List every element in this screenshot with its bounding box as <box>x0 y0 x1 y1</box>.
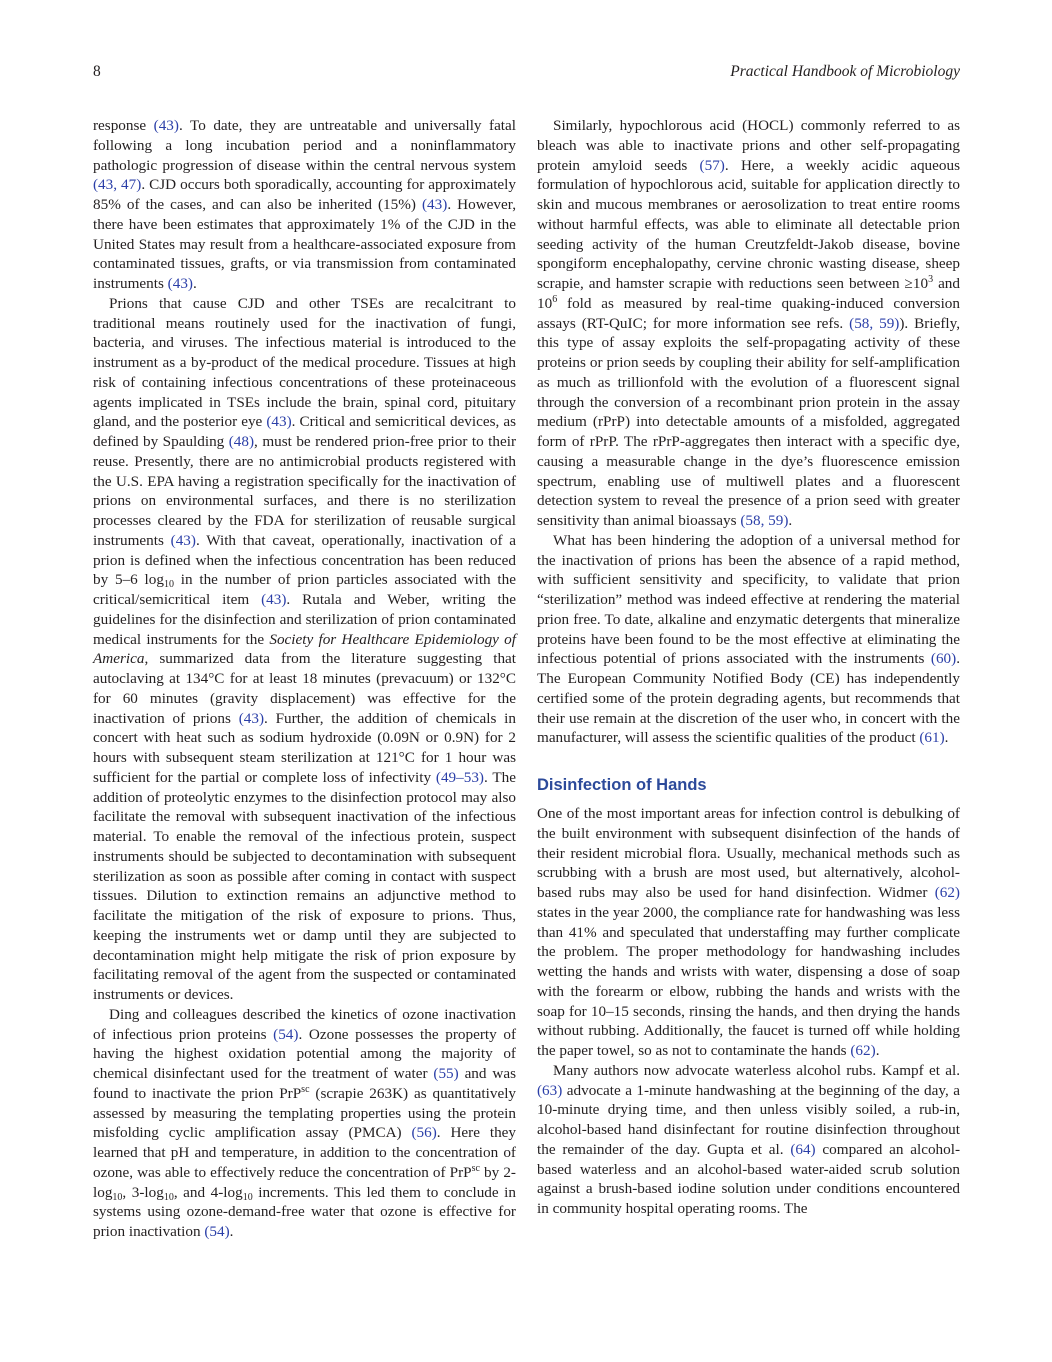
paragraph: Ding and colleagues described the kinetics of ozone inactivation of infectious prion proteins (54). Ozone possesses the property of having the highest oxidation potential among the majority of chemical disinfectant used for the treatment of water (55) and was found to inactivate the prion PrP$^{sc}$ (scrapie 263K) as quantitatively assessed by measuring the templating properties using the protein misfolding cyclic amplification assay (PMCA) (56). Here they learned that pH and temperature, in addition to the concentration of ozone, was able to effectively reduce the concentration of PrP$^{sc}$ by $2-\log_{10}$, $3-\log_{10}$, and $4-\log_{10}$ increments. This led them to conclude in systems using ozone-demand-free water that ozone is effective for prion inactivation (54). <box>93 1005 517 1240</box>
citation-link[interactable]: (43) <box>153 117 179 134</box>
citation-link[interactable]: (49–53) <box>435 768 484 786</box>
citation-link[interactable]: (43) <box>167 275 193 292</box>
citation-link[interactable]: (43) <box>238 709 265 727</box>
paragraph: Prions that cause CJD and other TSEs are recalcitrant to traditional means routinely used for the inactivation of fungi, bacteria, and viruses. The infectious material is introduced to the instrument as a by-product of the medical procedure. Tissues at high risk of containing infectious concentrations of these proteinaceous agents implicated in TSEs include the brain, spinal cord, pituitary gland, and the posterior eye (43). Critical and semicritical devices, as defined by Spaulding (48), must be rendered prion-free prior to their reuse. Presently, there are no antimicrobial products registered with the U.S. EPA having a registration specifically for the inactivation of prions on environmental surfaces, and there is no sterilization processes cleared by the FDA for sterilization of reusable surgical instruments (43). With that caveat, operationally, inactivation of a prion is defined when the infectious concentration has been reduced by 5–6 $\log_{10}$ in the number of prion particles associated with the critical/semicritical item (43). Rutala and Weber, writing the guidelines for the disinfection and sterilization of prion contaminated medical instruments for the Society for Healthcare Epidemiology of America, summarized data from the literature suggesting that autoclaving at 134°C for at least 18 minutes (prevacuum) or 132°C for 60 minutes (gravity displacement) was effective for the inactivation of prions (43). Further, the addition of chemicals in concert with heat such as sodium hydroxide (0.09N or 0.9N) for 2 hours with subsequent steam sterilization at 121°C for 1 hour was sufficient for the partial or complete loss of infectivity (49–53). The addition of proteolytic enzymes to the disinfection protocol may also facilitate the removal with subsequent inactivation of the infectious material. To enable the removal of the infectious protein, suspect instruments should be subjected to decontamination with subsequent sterilization as soon as possible after coming in contact with suspect tissues. Dilution to extinction remains an adjunctive method to facilitate the mitigation of the risk of exposure to prions. Thus, keeping the instruments wet or damp until they are subjected to decontamination might help mitigate the risk of prion exposure by facilitating removal of the agent from the suspected or contaminated instruments or devices. <box>93 294 517 1003</box>
paragraph: What has been hindering the adoption of a universal method for the inactivation of prions has been the absence of a rapid method, with sufficient sensitivity and specificity, to validate that prion “sterilization” method was indeed effective at rendering the material prion free. To date, alkaline and enzymatic detergents that mineralize proteins have been found to be the most effective at eliminating the infectious potential of prions associated with the instruments (60). The European Community Notified Body (CE) has independently certified some of the protein degrading agents, but recommends that their use remain at the discretion of the user who, in concert with the manufacturer, will assess the scientific qualities of the product (61). <box>537 531 960 747</box>
citation-link[interactable]: (48) <box>228 433 255 450</box>
citation-link[interactable]: (43, 47) <box>93 176 142 194</box>
paragraph: Similarly, hypochlorous acid (HOCL) commonly referred to as bleach was able to inactivate prions and other self-propagating protein amyloid seeds (57). Here, a weekly acidic aqueous formulation of hypochlorous acid, suitable for application directly to skin and mucous membranes or aerosolization to treat entire rooms without harmful effects, was able to eliminate all detectable prion seeding activity of the human Creutzfeldt-Jakob disease, bovine spongiform encephalopathy, cervine chronic wasting disease, sheep scrapie, and hamster scrapie with reductions seen between $\ge 10^3$ and $10^6$ fold as measured by real-time quaking-induced conversion assays (RT-QuIC; for more information see refs. (58, 59)). Briefly, this type of assay exploits the self-propagating activity of these proteins or prion seeds by coupling their ability for self-amplification as much as trillionfold with the evolution of a fluorescent signal through the conversion of a recombinant prion protein in the assay medium (rPrP) into detectable amounts of a misfolded, aggregated form of rPrP. The rPrP-aggregates then interact with a specific dye, causing a measurable change in the dye’s fluorescence emission spectrum, enabling use of multiwell plates and a fluorescent detection system to reveal the presence of a prion seed with greater sensitivity than animal bioassays (58, 59). <box>537 117 960 529</box>
page-number: 8 <box>93 63 101 80</box>
left-column <box>93 116 516 1242</box>
section-heading: Disinfection of Hands <box>537 776 707 794</box>
citation-link[interactable]: (54) <box>273 1025 299 1043</box>
citation-link[interactable]: (43) <box>422 196 448 213</box>
citation-link[interactable]: (63) <box>537 1081 563 1099</box>
citation-link[interactable]: (58, 59) <box>740 512 789 529</box>
citation-link[interactable]: (64) <box>790 1140 816 1158</box>
right-column <box>537 116 960 1219</box>
citation-link[interactable]: (61) <box>919 729 945 747</box>
paragraph: response (43). To date, they are untreatable and universally fatal following a long incubation period and a noninflammatory pathologic progression of disease within the central nervous system (43, 47). CJD occurs both sporadically, accounting for approximately 85% of the cases, and can also be inherited (15%) (43). However, there have been estimates that approximately 1% of the CJD in the United States may result from a healthcare-associated exposure from contaminated tissues, grafts, or via transmission from contaminated instruments (43). <box>93 117 516 292</box>
citation-link[interactable]: (43) <box>266 413 292 431</box>
citation-link[interactable]: (43) <box>170 531 196 549</box>
citation-link[interactable]: (62) <box>934 884 960 901</box>
citation-link[interactable]: (58, 59) <box>849 314 900 332</box>
citation-link[interactable]: (55) <box>433 1065 459 1082</box>
citation-link[interactable]: (43) <box>261 591 287 608</box>
citation-link[interactable]: (56) <box>411 1124 437 1142</box>
running-title: Practical Handbook of Microbiology <box>730 63 960 80</box>
paragraph: Many authors now advocate waterless alcohol rubs. Kampf et al. (63) advocate a 1-minute handwashing at the beginning of the day, a 10-minute drying time, and then unless visibly soiled, a rub-in, alcohol-based hand disinfectant for routine disinfection throughout the remainder of the day. Gupta et al. (64) compared an alcohol-based waterless and an alcohol-based water-aided scrub solution against a brush-based iodine solution under conditions encountered in community hospital operating rooms. The <box>537 1061 960 1217</box>
citation-link[interactable]: (62) <box>850 1042 876 1059</box>
citation-link[interactable]: (57) <box>699 156 725 174</box>
citation-link[interactable]: (60) <box>930 650 957 668</box>
paragraph: One of the most important areas for infection control is debulking of the built environment with subsequent disinfection of the hands of their resident microbial flora. Usually, mechanical methods such as scrubbing with a brush are most used, but alternatively, alcohol-based rubs may also be used for hand disinfection. Widmer (62) states in the year 2000, the compliance rate for handwashing was less than 41% and speculated that understaffing may further complicate the problem. The proper methodology for handwashing includes wetting the hands and wrists with water, dispensing a dose of soap with the forearm or elbow, rubbing the hands and wrists with the soap for 10–15 seconds, rinsing the hands, and then drying the hands without rubbing. Additionally, the faucet is turned off while holding the paper towel, so as not to contaminate the hands (62). <box>537 805 960 1059</box>
citation-link[interactable]: (54) <box>204 1223 230 1240</box>
